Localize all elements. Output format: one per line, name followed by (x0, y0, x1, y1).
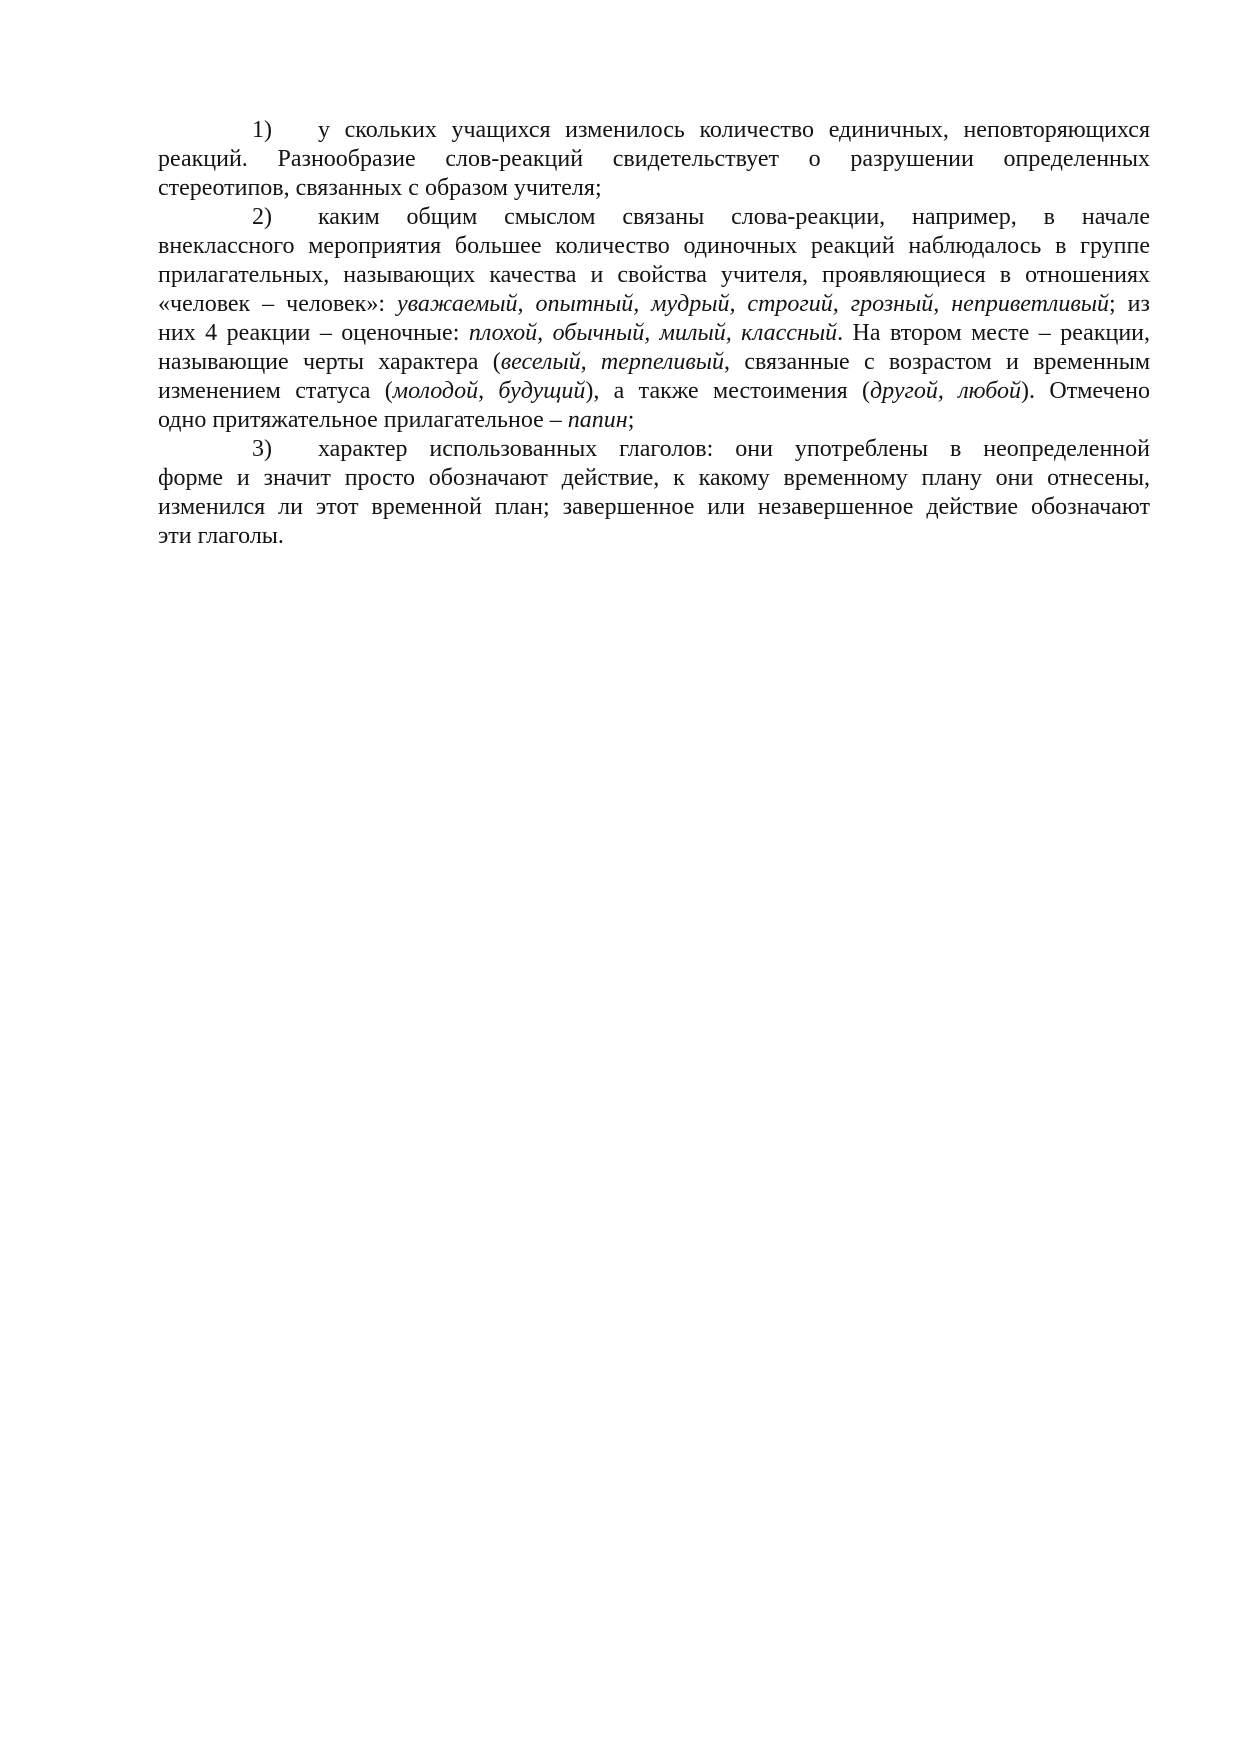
text-line (158, 435, 1150, 464)
text-run: у скольких учащихся изменилось количество единичных, неповторяющихся (318, 117, 1150, 143)
text-run: ; из (1109, 291, 1150, 317)
text-run: . На втором месте – реакции, (837, 320, 1151, 346)
italic-text-run: папин (567, 407, 628, 433)
text-run: эти глаголы. (158, 523, 284, 549)
paragraph-3 (158, 435, 1150, 551)
text-run: изменился ли этот временной план; завершенное или незавершенное действие обозначают (158, 494, 1150, 520)
tab-spacer (272, 455, 318, 456)
text-run: , связанные с возрастом и временным (724, 349, 1151, 375)
text-run: ). Отмечено (1021, 378, 1151, 404)
text-line (158, 406, 1150, 435)
text-run: каким общим смыслом связаны слова-реакции, например, в начале (318, 204, 1150, 230)
italic-text-run: другой, любой (870, 378, 1022, 404)
text-run: ; (627, 407, 635, 433)
italic-text-run: уважаемый, опытный, мудрый, строгий, грозный, неприветливый (396, 291, 1110, 317)
text-line (158, 145, 1150, 174)
text-line (158, 232, 1150, 261)
text-line (158, 348, 1150, 377)
text-run: ), а также местоимения ( (585, 378, 871, 404)
text-line (158, 522, 1150, 551)
text-line (158, 203, 1150, 232)
text-line (158, 174, 1150, 203)
text-line (158, 493, 1150, 522)
text-run: форме и значит просто обозначают действие, к какому временному плану они отнесены, (158, 465, 1150, 491)
list-number: 2) (252, 204, 272, 230)
text-run: них 4 реакции – оценочные: (158, 320, 469, 346)
text-run: изменением статуса ( (158, 378, 393, 404)
text-line (158, 290, 1150, 319)
text-run: внеклассного мероприятия большее количество одиночных реакций наблюдалось в группе (158, 233, 1150, 259)
italic-text-run: веселый, терпеливый (500, 349, 725, 375)
list-number: 1) (252, 117, 272, 143)
text-line (158, 116, 1150, 145)
tab-spacer (272, 223, 318, 224)
text-line (158, 319, 1150, 348)
text-line (158, 464, 1150, 493)
text-run: называющие черты характера ( (158, 349, 501, 375)
paragraph-1 (158, 116, 1150, 203)
text-run: прилагательных, называющих качества и свойства учителя, проявляющиеся в отношениях (158, 262, 1150, 288)
text-line (158, 261, 1150, 290)
list-number: 3) (252, 436, 272, 462)
italic-text-run: плохой, обычный, милый, классный (468, 320, 838, 346)
text-run: характер использованных глаголов: они употреблены в неопределенной (318, 436, 1150, 462)
tab-spacer (272, 136, 318, 137)
text-run: «человек – человек»: (158, 291, 397, 317)
text-run: одно притяжательное прилагательное – (158, 407, 568, 433)
text-run: стереотипов, связанных с образом учителя; (158, 175, 602, 201)
paragraph-2 (158, 203, 1150, 435)
italic-text-run: молодой, будущий (392, 378, 586, 404)
text-line (158, 377, 1150, 406)
text-run: реакций. Разнообразие слов-реакций свидетельствует о разрушении определенных (158, 146, 1150, 172)
